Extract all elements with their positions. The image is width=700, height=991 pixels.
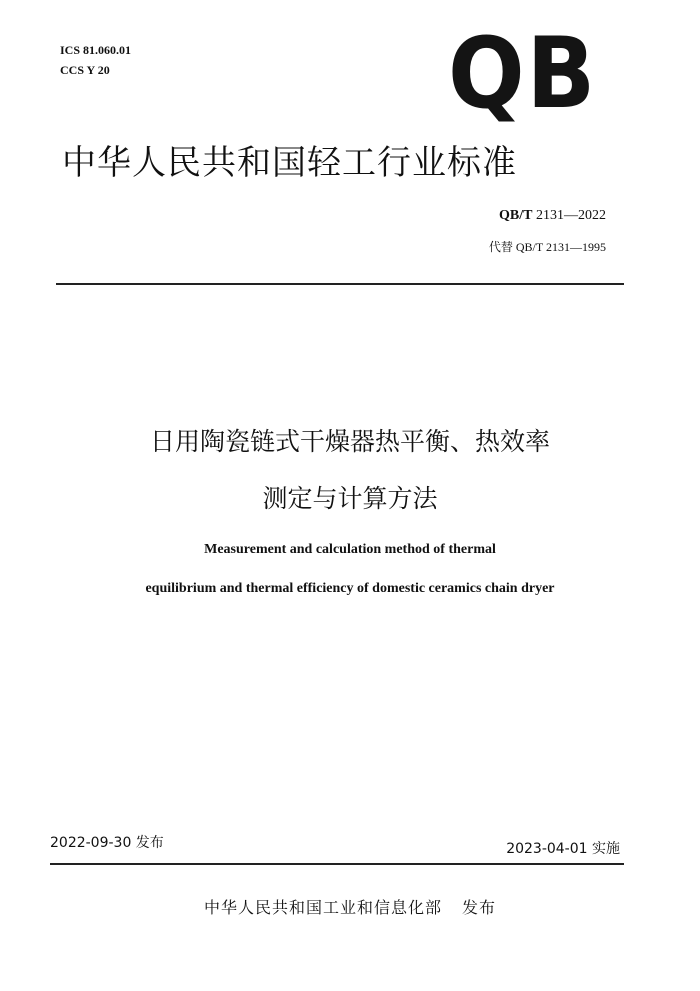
cn-title-line-1: 日用陶瓷链式干燥器热平衡、热效率 bbox=[149, 427, 550, 456]
ics-code: ICS 81.060.01 bbox=[60, 43, 132, 57]
qb-logo: QB bbox=[448, 17, 598, 131]
bottom-divider bbox=[50, 863, 624, 865]
ccs-code: CCS Y 20 bbox=[60, 63, 110, 77]
implementation-date: 2023-04-01 实施 bbox=[506, 841, 620, 857]
standard-number bbox=[400, 206, 606, 226]
en-title-line-1: Measurement and calculation method of thermal bbox=[204, 542, 496, 557]
org-title: 中华人民共和国轻工行业标准 bbox=[62, 143, 517, 183]
en-title-line-2: equilibrium and thermal efficiency of domestic ceramics chain dryer bbox=[145, 581, 555, 596]
issuer-name: 中华人民共和国工业和信息化部 bbox=[203, 898, 442, 917]
classification-codes bbox=[60, 40, 131, 80]
issue-date: 2022-09-30 发布 bbox=[50, 835, 164, 851]
issuer bbox=[0, 896, 700, 920]
issuer-action: 发布 bbox=[462, 898, 497, 917]
replaces-standard: 代替 QB/T 2131—1995 bbox=[488, 240, 606, 254]
top-divider bbox=[56, 283, 624, 285]
standard-code-prefix: QB/T bbox=[499, 208, 533, 223]
standard-code-number: 2131—2022 bbox=[536, 208, 606, 223]
cn-title-line-2: 测定与计算方法 bbox=[262, 484, 438, 513]
